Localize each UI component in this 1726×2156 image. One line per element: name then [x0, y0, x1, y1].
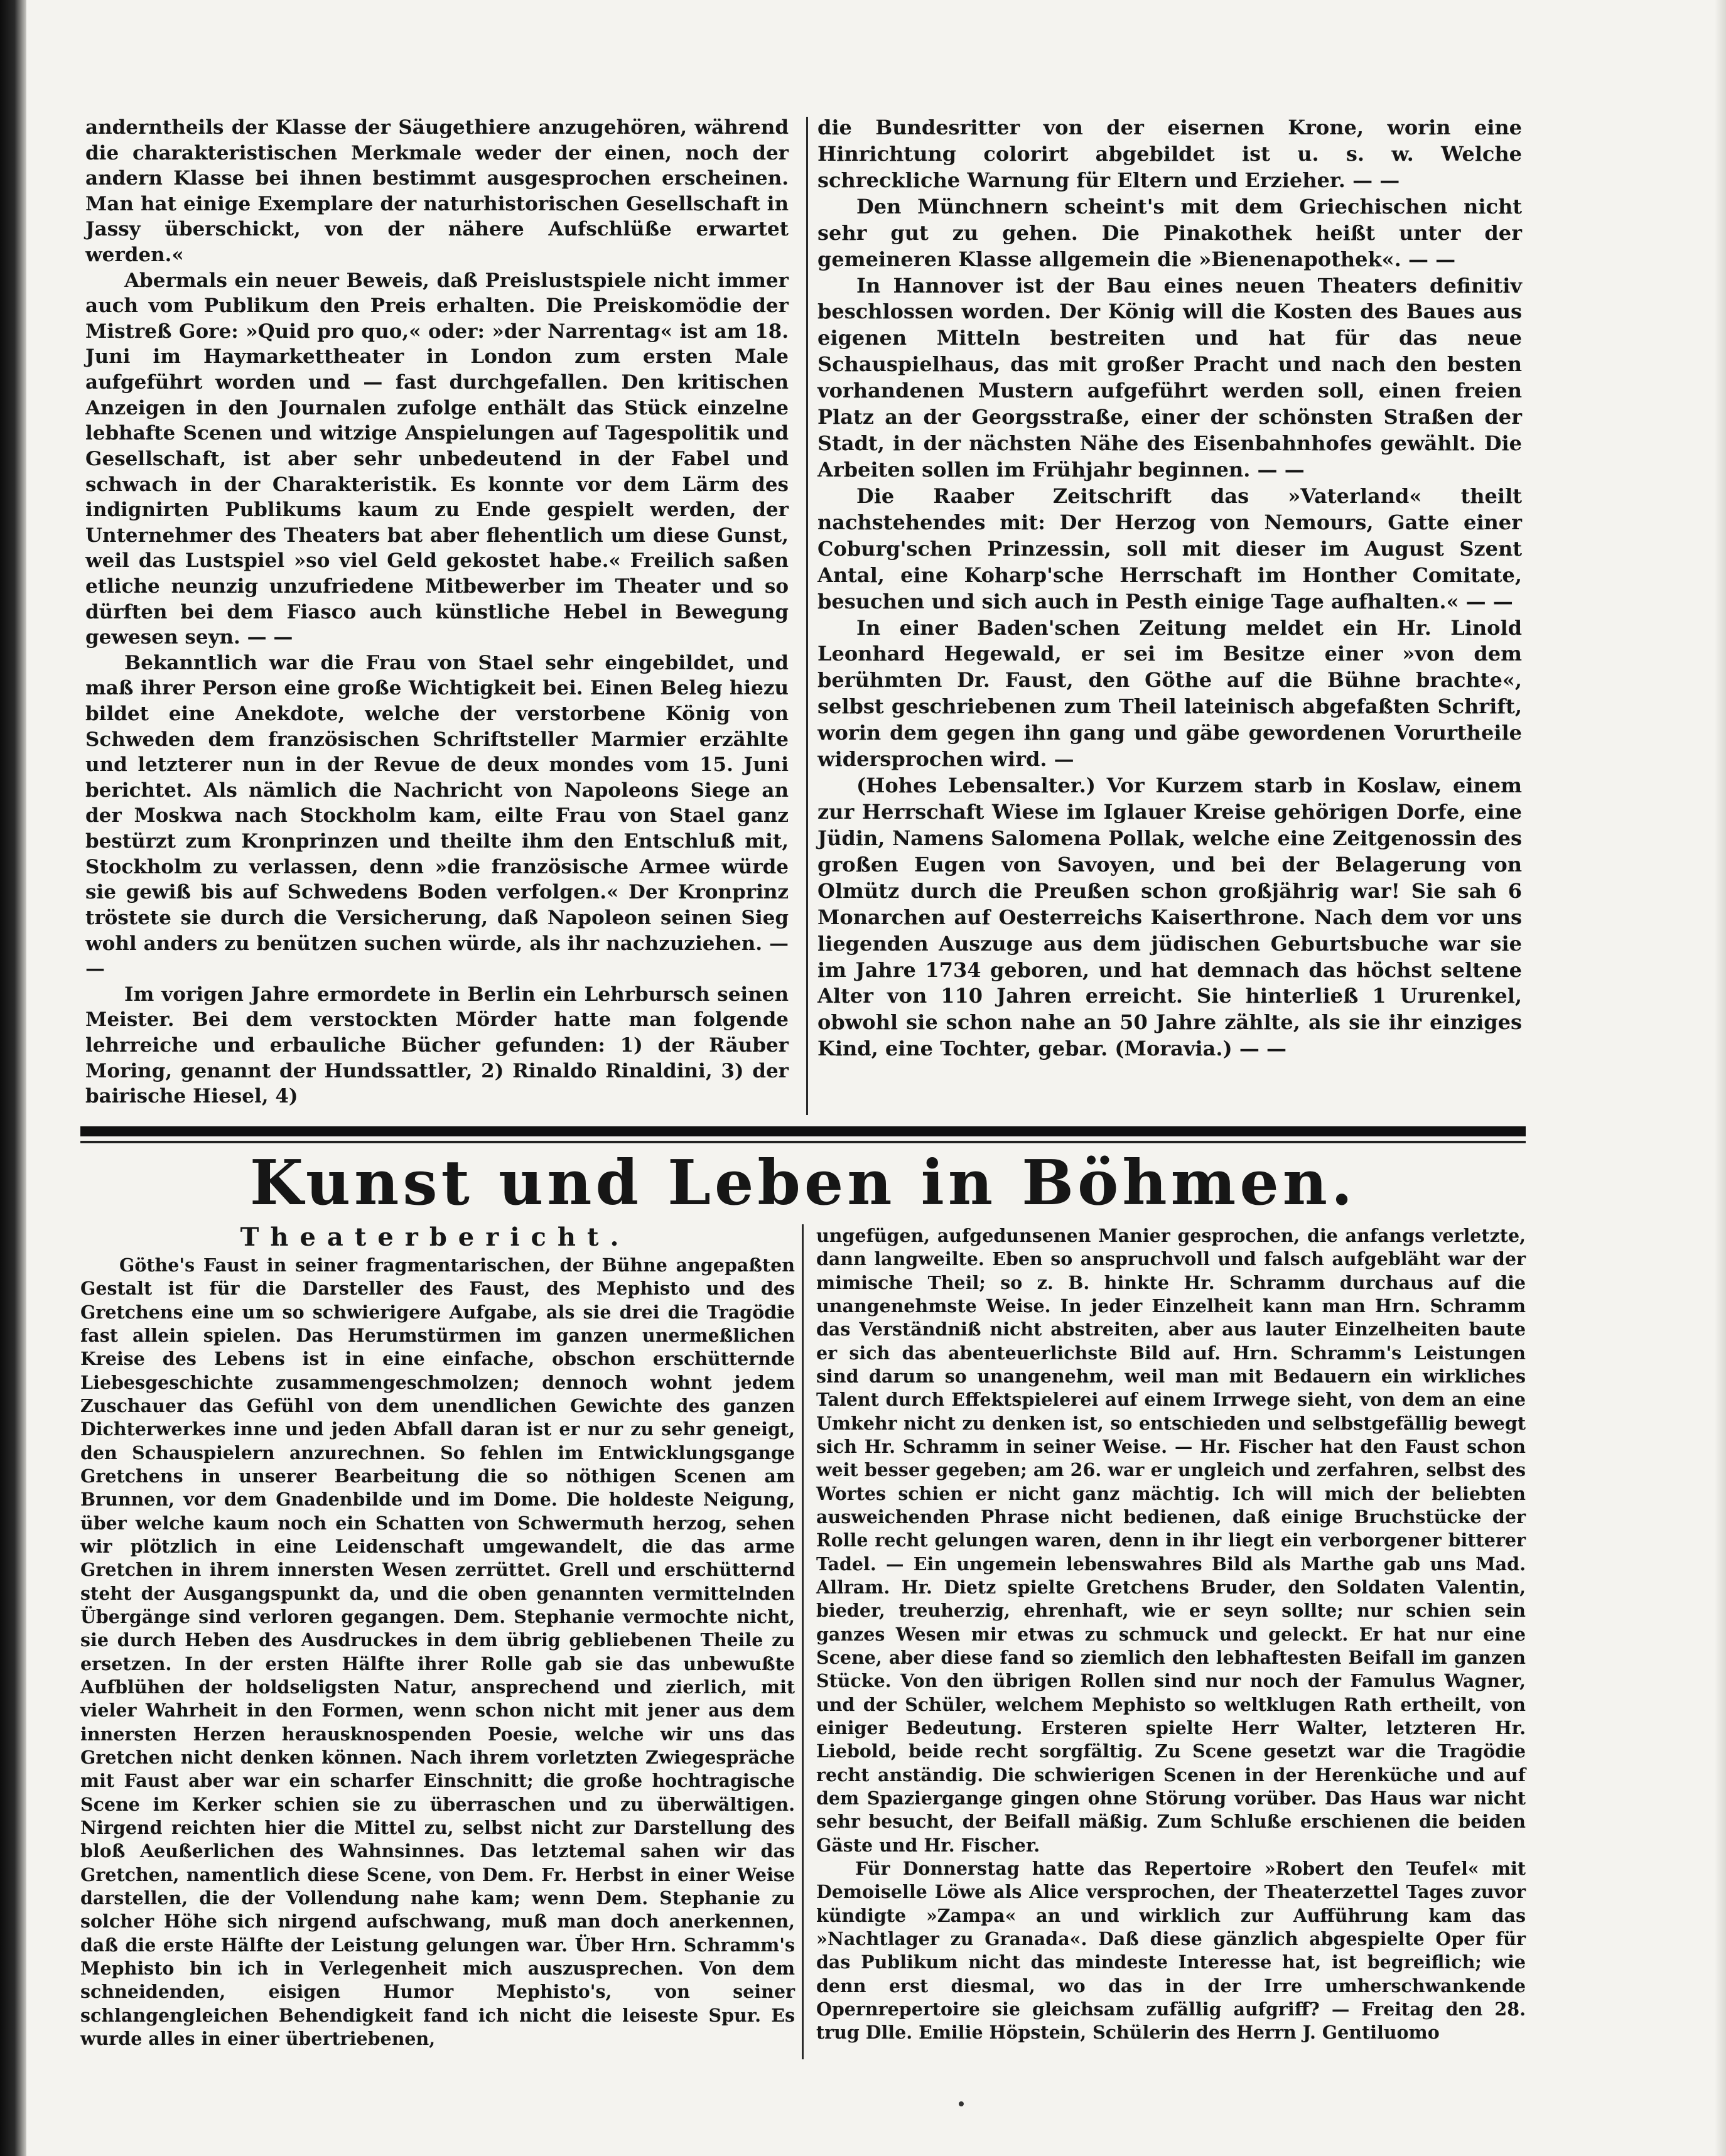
bottom-left-paragraph: Göthe's Faust in seiner fragmentarischen, der Bühne angepaßten Gestalt ist für die Darsteller des Faust, des Mephisto und des Gretchens eine um so schwierigere Aufgabe, als sie drei die Tragödie fast allein spielen. Das Herumstürmen im ganzen unermeßlichen Kreise des Lebens ist in eine einfache, obschon erschütternde Liebesgeschichte zusammengeschmolzen; dennoch wohnt jedem Zuschauer das Gefühl von dem unendlichen Gewichte des ganzen Dichterwerkes inne und jeden Abfall daran ist er nur zu sehr geneigt, den Schauspielern anzurechnen. So fehlen im Entwicklungsgange Gretchens in unserer Bearbeitung die so nöthigen Scenen am Brunnen, vor dem Gnadenbilde und im Dome. Die holdeste Neigung, über welche kaum noch ein Schatten von Schwermuth herzog, sehen wir plötzlich in eine Leidenschaft umgewandelt, die das arme Gretchen in ihrem innersten Wesen zerrüttet. Grell und erschütternd steht der Ausgangspunkt da, und die oben genannten vermittelnden Übergänge sind verloren gegangen. Dem. Stephanie vermochte nicht, sie durch Heben des Ausdruckes in dem übrig gebliebenen Theile zu ersetzen. In der ersten Hälfte ihrer Rolle gab sie das unbewußte Aufblühen der holdseligsten Natur, ansprechend und zierlich, mit vieler Wahrheit in den Formen, wenn schon nicht mit jener aus dem innersten Herzen herausknospenden Poesie, welche wir uns das Gretchen nicht denken können. Nach ihrem vorletzten Zwiegespräche mit Faust aber war ein scharfer Einschnitt; die große hochtragische Scene im Kerker schien sie zu überraschen und zu überwältigen. Nirgend reichten hier die Mittel zu, selbst nicht zur Darstellung des bloß Aeußerlichen des Wahnsinnes. Das letztemal sahen wir das Gretchen, namentlich diese Scene, von Dem. Fr. Herbst in einer Weise darstellen, die der Vollendung nahe kam; wenn Dem. Stephanie zu solcher Höhe sich nirgend aufschwang, muß man doch anerkennen, daß die erste Hälfte der Leistung gelungen war. Über Hrn. Schramm's Mephisto bin ich in Verlegenheit mich auszusprechen. Von dem schneidenden, eisigen Humor Mephisto's, von seiner schlangengleichen Behendigkeit fand ich nicht die leiseste Spur. Es wurde alles in einer übertriebenen,: [80, 1254, 795, 2049]
book-binding-shadow: [0, 0, 26, 2156]
section-title: Kunst und Leben in Böhmen.: [249, 1147, 1357, 1219]
top-right-paragraph: In Hannover ist der Bau eines neuen Theaters definitiv beschlossen worden. Der König will die Kosten des Baues aus eigenen Mitteln bestreiten und hat für das neue Schauspielhaus, das mit großer Pracht und nach den besten vorhandenen Mustern aufgeführt werden soll, einen freien Platz an der Georgsstraße, einer der schönsten Straßen der Stadt, in der nächsten Nähe des Eisenbahnhofes gewählt. Die Arbeiten sollen im Frühjahr beginnen. — —: [817, 273, 1522, 482]
top-right-paragraph: Die Raaber Zeitschrift das »Vaterland« theilt nachstehendes mit: Der Herzog von Nemours, Gatte einer Coburg'schen Prinzessin, soll mit dieser im August Szent Antal, eine Koharp'sche Herrschaft im Honther Comitate, besuchen und sich auch in Pesth einige Tage aufhalten.« — —: [817, 483, 1522, 613]
top-right-paragraph: (Hohes Lebensalter.) Vor Kurzem starb in Koslaw, einem zur Herrschaft Wiese im Iglauer Kreise gehörigen Dorfe, eine Jüdin, Namens Salomena Pollak, welche eine Zeitgenossin des großen Eugen von Savoyen, und bei der Belagerung von Olmütz durch die Preußen schon großjährig war! Sie sah 6 Monarchen auf Oesterreichs Kaiserthrone. Nach dem vor uns liegenden Auszuge aus dem jüdischen Geburtsbuche war sie im Jahre 1734 geboren, und hat demnach das höchst seltene Alter von 110 Jahren erreicht. Sie hinterließ 1 Ururenkel, obwohl sie schon nahe an 50 Jahre zählte, als sie ihr einziges Kind, eine Tochter, gebar. (Moravia.) — —: [817, 773, 1522, 1061]
bottom-right-paragraph: Für Donnerstag hatte das Repertoire »Robert den Teufel« mit Demoiselle Löwe als Alice versprochen, der Theaterzettel Tages zuvor kündigte »Zampa« an und wirklich zur Aufführung kam das »Nachtlager zu Granada«. Daß diese gänzlich abgespielte Oper für das Publikum nicht das mindeste Interesse hat, ist begreiflich; wie denn erst diesmal, wo das in der Irre umherschwankende Opernrepertoire sie gleichsam zufällig aufgriff? — Freitag den 28. trug Dlle. Emilie Höpstein, Schülerin des Herrn J. Gentiluomo: [816, 1857, 1526, 2044]
page-edge-shadow: [1715, 0, 1726, 2156]
ink-speck: [959, 2101, 964, 2106]
top-left-paragraph: Bekanntlich war die Frau von Stael sehr eingebildet, und maß ihrer Person eine große Wichtigkeit bei. Einen Beleg hiezu bildet eine Anekdote, welche der verstorbene König von Schweden dem französischen Schriftsteller Marmier erzählte und letzterer nun in der Revue de deux mondes vom 15. Juni berichtet. Als nämlich die Nachricht von Napoleons Siege an der Moskwa nach Stockholm kam, eilte Frau von Stael ganz bestürzt zum Kronprinzen und theilte ihm den Entschluß mit, Stockholm zu verlassen, denn »die französische Armee würde sie gewiß bis auf Schwedens Boden verfolgen.« Der Kronprinz tröstete sie durch die Versicherung, daß Napoleon seinen Sieg wohl anders zu benützen suchen würde, als ihr nachzuziehen. — —: [85, 651, 789, 981]
top-left-paragraph: anderntheils der Klasse der Säugethiere anzugehören, während die charakteristischen Merkmale weder der einen, noch der andern Klasse bei ihnen bestimmt ausgesprochen erscheinen. Man hat einige Exemplare der naturhistorischen Gesellschaft in Jassy überschickt, von der nähere Aufschlüße erwartet werden.«: [85, 116, 789, 267]
bottom-right-column: [816, 1224, 1526, 2044]
column-divider: [806, 117, 808, 1115]
top-left-paragraph: Im vorigen Jahre ermordete in Berlin ein Lehrbursch seinen Meister. Bei dem verstockten Mörder hatte man folgende lehrreiche und erbauliche Bücher gefunden: 1) der Räuber Moring, genannt der Hundssattler, 2) Rinaldo Rinaldini, 3) der bairische Hiesel, 4): [85, 983, 789, 1108]
subsection-title: Theaterbericht.: [240, 1222, 630, 1252]
bottom-left-column: [80, 1254, 795, 2051]
top-right-paragraph: die Bundesritter von der eisernen Krone, worin eine Hinrichtung colorirt abgebildet ist u. s. w. Welche schreckliche Warnung für Eltern und Erzieher. — —: [817, 116, 1522, 192]
top-right-paragraph: In einer Baden'schen Zeitung meldet ein Hr. Linold Leonhard Hegewald, er sei im Besitze einer »von dem berühmten Dr. Faust, den Göthe auf die Bühne brachte«, selbst geschriebenen zum Theil lateinisch abgefaßten Schrift, worin dem gegen ihn gang und gäbe gewordenen Vorurtheile widersprochen wird. —: [817, 615, 1522, 772]
section-rule-thin: [80, 1141, 1526, 1143]
section-rule-thick: [80, 1126, 1526, 1136]
bottom-right-paragraph: ungefügen, aufgedunsenen Manier gesprochen, die anfangs verletzte, dann langweilte. Eben so anspruchvoll und falsch aufgebläht war der mimische Theil; so z. B. hinkte Hr. Schramm durchaus auf die unangenehmste Weise. In jeder Einzelheit kann man Hrn. Schramm das Verständniß nicht abstreiten, aber aus lauter Einzelheiten baute er sich das abenteuerlichste Bild auf. Hrn. Schramm's Leistungen sind darum so unangenehm, weil man mit Bedauern ein wirkliches Talent durch Effektspielerei auf einem Irrwege sieht, von dem an eine Umkehr nicht zu denken ist, so entschieden und selbstgefällig bewegt sich Hr. Schramm in seiner Weise. — Hr. Fischer hat den Faust schon weit besser gegeben; am 26. war er ungleich und zerfahren, selbst des Wortes schien er nicht ganz mächtig. Ich will mich der beliebten ausweichenden Phrase nicht bedienen, daß einige Bruchstücke der Rolle recht gelungen waren, denn in ihr liegt ein verborgener bitterer Tadel. — Ein ungemein lebenswahres Bild als Marthe gab uns Mad. Allram. Hr. Dietz spielte Gretchens Bruder, den Soldaten Valentin, bieder, treuherzig, ehrenhaft, wie er seyn sollte; nur schien sein ganzes Wesen mir etwas zu schmuck und geleckt. Er hat nur eine Scene, aber diese fand so ziemlich den lebhaftesten Beifall im ganzen Stücke. Von den übrigen Rollen sind nur noch der Famulus Wagner, und der Schüler, welchem Mephisto so weltklugen Rath ertheilt, von einiger Bedeutung. Ersteren spielte Herr Walter, letzteren Hr. Liebold, beide recht sorgfältig. Zu Scene gesetzt war die Tragödie recht anständig. Die schwierigen Scenen in der Herenküche und auf dem Spaziergange gingen ohne Störung vorüber. Das Haus war nicht sehr besucht, der Beifall mäßig. Zum Schluße erschienen die beiden Gäste und Hr. Fischer.: [816, 1225, 1526, 1856]
lower-column-divider: [802, 1224, 804, 2059]
top-right-column: [817, 115, 1522, 1062]
top-left-paragraph: Abermals ein neuer Beweis, daß Preislustspiele nicht immer auch vom Publikum den Preis erhalten. Die Preiskomödie der Mistreß Gore: »Quid pro quo,« oder: »der Narrentag« ist am 18. Juni im Haymarkettheater in London zum ersten Male aufgeführt worden und — fast durchgefallen. Den kritischen Anzeigen in den Journalen zufolge enthält das Stück einzelne lebhafte Scenen und witzige Anspielungen auf Tagespolitik und Gesellschaft, ist aber sehr unbedeutend in der Fabel und schwach in der Charakteristik. Es konnte vor dem Lärm des indignirten Publikums kaum zu Ende gespielt werden, der Unternehmer des Theaters bat aber flehentlich um diese Gunst, weil das Lustspiel »so viel Geld gekostet habe.« Freilich saßen etliche neunzig unzufriedene Mitbewerber im Theater und so dürften bei dem Fiasco auch künstliche Hebel in Bewegung gewesen seyn. — —: [85, 269, 789, 649]
top-right-paragraph: Den Münchnern scheint's mit dem Griechischen nicht sehr gut zu gehen. Die Pinakothek heißt unter der gemeineren Klasse allgemein die »Bienenapothek«. — —: [817, 194, 1522, 271]
top-left-column: [85, 115, 789, 1109]
